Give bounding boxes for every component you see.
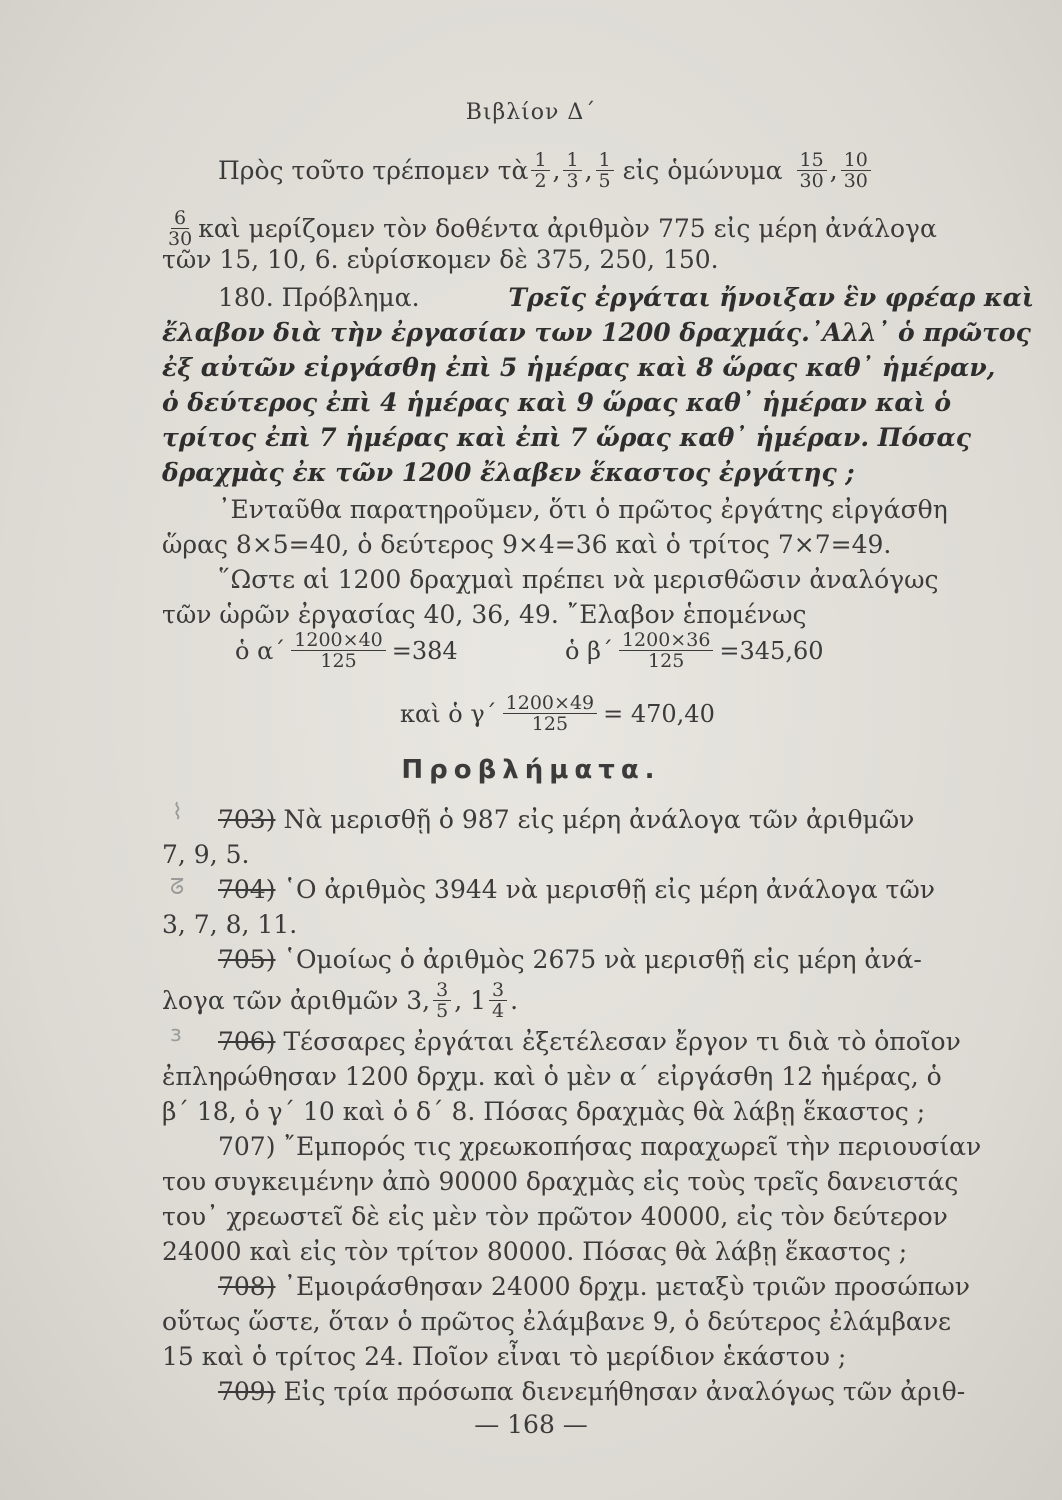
formula-prefix: ὁ α΄ bbox=[235, 636, 286, 665]
problem-180-line: δραχμὰς ἐκ τῶν 1200 ἔλαβεν ἕκαστος ἐργάτης ; bbox=[162, 458, 855, 487]
fraction: $\frac{10}{30}$ bbox=[841, 150, 871, 191]
problem-text: Τέσσαρες ἐργάται ἐξετέλεσαν ἔργον τι διὰ τὸ ὁποῖον bbox=[283, 1027, 961, 1056]
solution-line: τῶν ὡρῶν ἐργασίας 40, 36, 49. ῎Ελαβον ἑπομένως bbox=[162, 600, 807, 629]
fraction: $\frac{1200\times 49}{125}$ bbox=[503, 693, 597, 734]
problem-number: 708) bbox=[218, 1272, 276, 1301]
problem-707-line: του᾿ χρεωστεῖ δὲ εἰς μὲν τὸν πρῶτον 40000, εἰς τὸν δεύτερον bbox=[162, 1202, 948, 1231]
section-title: Προβλήματα. bbox=[401, 755, 661, 785]
problem-number: 709) bbox=[218, 1377, 276, 1406]
problem-text: ῾Ομοίως ὁ ἀριθμὸς 2675 νὰ μερισθῇ εἰς μέρη ἀνά- bbox=[283, 945, 922, 974]
fraction: $\frac{1200\times 36}{125}$ bbox=[619, 630, 713, 671]
problem-705 bbox=[218, 945, 1034, 975]
problem-704-line: 3, 7, 8, 11. bbox=[162, 910, 298, 939]
problem-number: 706) bbox=[218, 1027, 276, 1056]
problem-number: 704) bbox=[218, 875, 276, 904]
problem-180-line: ἔλαβον διὰ τὴν ἐργασίαν των 1200 δραχμάς.᾿Αλλ᾿ ὁ πρῶτος bbox=[162, 318, 1031, 347]
problem-704 bbox=[218, 875, 1034, 905]
formula-prefix: ὁ β΄ bbox=[565, 636, 613, 665]
formula-a bbox=[235, 630, 458, 671]
formula-prefix: καὶ ὁ γ΄ bbox=[400, 699, 497, 728]
intro-text-2: καὶ μερίζομεν τὸν δοθέντα ἀριθμὸν 775 εἰς μέρη ἀνάλογα bbox=[198, 213, 937, 243]
fraction: $\frac{6}{30}$ bbox=[168, 207, 193, 250]
fraction: $\frac{1}{3}$ bbox=[563, 150, 581, 191]
formula-result: =345,60 bbox=[719, 636, 824, 665]
problem-number: 703) bbox=[218, 805, 276, 834]
fraction: $\frac{1}{2}$ bbox=[531, 150, 549, 191]
formula-result: = 470,40 bbox=[603, 699, 715, 728]
intro-line-2 bbox=[162, 208, 1034, 249]
problem-180-label: 180. Πρόβλημα. bbox=[218, 283, 420, 312]
problem-705-line: λογα τῶν ἀριθμῶν 3, $\frac{3}{5}$ , 1 $\frac{3}{4}$ . bbox=[162, 979, 519, 1022]
formula-result: =384 bbox=[391, 636, 458, 665]
problem-707 bbox=[218, 1132, 1034, 1162]
pencil-mark-icon: ɜ bbox=[170, 1022, 182, 1047]
problem-708 bbox=[218, 1272, 1034, 1302]
problem-706-line: β΄ 18, ὁ γ΄ 10 καὶ ὁ δ΄ 8. Πόσας δραχμὰς θὰ λάβῃ ἕκαστος ; bbox=[162, 1097, 926, 1126]
problem-706-line: ἐπληρώθησαν 1200 δρχμ. καὶ ὁ μὲν α΄ εἰργάσθη 12 ἡμέρας, ὁ bbox=[162, 1062, 942, 1091]
fraction: $\frac{15}{30}$ bbox=[797, 150, 827, 191]
problem-180-line: ἐξ αὐτῶν εἰργάσθη ἐπὶ 5 ἡμέρας καὶ 8 ὥρας καθ᾿ ἡμέραν, bbox=[162, 353, 996, 382]
problem-number: 705) bbox=[218, 945, 276, 974]
problem-708-line: οὕτως ὥστε, ὅταν ὁ πρῶτος ἐλάμβανε 9, ὁ δεύτερος ἐλάμβανε bbox=[162, 1307, 951, 1336]
problem-703-line: 7, 9, 5. bbox=[162, 840, 250, 869]
pencil-mark-icon: ⌇ bbox=[172, 800, 183, 825]
fraction: $\frac{3}{4}$ bbox=[489, 980, 507, 1021]
problem-708-line: 15 καὶ ὁ τρίτος 24. Ποῖον εἶναι τὸ μερίδιον ἑκάστου ; bbox=[162, 1342, 847, 1371]
problem-text: λογα τῶν ἀριθμῶν 3, bbox=[162, 985, 431, 1015]
intro-text-mid: εἰς ὁμώνυμα bbox=[622, 155, 783, 185]
problem-180-text: Τρεῖς ἐργάται ἤνοιξαν ἓν φρέαρ καὶ bbox=[508, 283, 1034, 312]
fraction: $\frac{3}{5}$ bbox=[433, 980, 451, 1021]
problem-180-line: τρίτος ἐπὶ 7 ἡμέρας καὶ ἐπὶ 7 ὥρας καθ᾿ ἡμέραν. Πόσας bbox=[162, 423, 971, 452]
problem-text: ῾Ο ἀριθμὸς 3944 νὰ μερισθῇ εἰς μέρη ἀνάλογα τῶν bbox=[283, 875, 935, 904]
problem-709 bbox=[218, 1377, 1034, 1407]
problem-180-line-1 bbox=[218, 283, 1034, 313]
solution-line: ῞Ωστε αἱ 1200 δραχμαὶ πρέπει νὰ μερισθῶσιν ἀναλόγως bbox=[218, 565, 939, 594]
solution-line: ὥρας 8×5=40, ὁ δεύτερος 9×4=36 καὶ ὁ τρίτος 7×7=49. bbox=[162, 530, 892, 559]
formula-b bbox=[565, 630, 824, 671]
pencil-mark-icon: ᘔ bbox=[170, 875, 185, 900]
problem-703 bbox=[218, 805, 1034, 835]
formula-c bbox=[400, 693, 715, 734]
fraction: $\frac{1}{5}$ bbox=[596, 150, 614, 191]
problem-number: 707) bbox=[218, 1132, 276, 1161]
problem-text: ῎Εμπορός τις χρεωκοπήσας παραχωρεῖ τὴν περιουσίαν bbox=[283, 1132, 982, 1161]
problem-707-line: 24000 καὶ εἰς τὸν τρίτον 80000. Πόσας θὰ λάβῃ ἕκαστος ; bbox=[162, 1237, 908, 1266]
page-number: — 168 — bbox=[474, 1410, 588, 1439]
fraction: $\frac{1200\times 40}{125}$ bbox=[291, 630, 385, 671]
problem-180-line: ὁ δεύτερος ἐπὶ 4 ἡμέρας καὶ 9 ὥρας καθ᾿ ἡμέραν καὶ ὁ bbox=[162, 388, 952, 417]
problem-706 bbox=[218, 1027, 1034, 1057]
problem-707-line: του συγκειμένην ἀπὸ 90000 δραχμὰς εἰς τοὺς τρεῖς δανειστάς bbox=[162, 1167, 959, 1196]
problem-text: Νὰ μερισθῇ ὁ 987 εἰς μέρη ἀνάλογα τῶν ἀριθμῶν bbox=[283, 805, 915, 834]
solution-line: ᾿Ενταῦθα παρατηροῦμεν, ὅτι ὁ πρῶτος ἐργάτης εἰργάσθη bbox=[218, 495, 948, 524]
intro-line-3: τῶν 15, 10, 6. εὑρίσκομεν δὲ 375, 250, 150. bbox=[162, 245, 719, 274]
intro-text-start: Πρὸς τοῦτο τρέπομεν τὰ bbox=[218, 155, 529, 185]
running-header: Βιβλίον Δ΄ bbox=[465, 100, 597, 125]
problem-text: ᾿Εμοιράσθησαν 24000 δρχμ. μεταξὺ τριῶν προσώπων bbox=[283, 1272, 970, 1301]
problem-text: Εἰς τρία πρόσωπα διενεμήθησαν ἀναλόγως τῶν ἀριθ- bbox=[283, 1377, 966, 1406]
intro-line-1: Πρὸς τοῦτο τρέπομεν τὰ $\frac{1}{2}$ , $\frac{1}{3}$ , $\frac{1}{5}$ εἰς ὁμώνυμα $\frac{15}{30}$ , $\frac{10}{30}$ bbox=[218, 150, 1034, 191]
